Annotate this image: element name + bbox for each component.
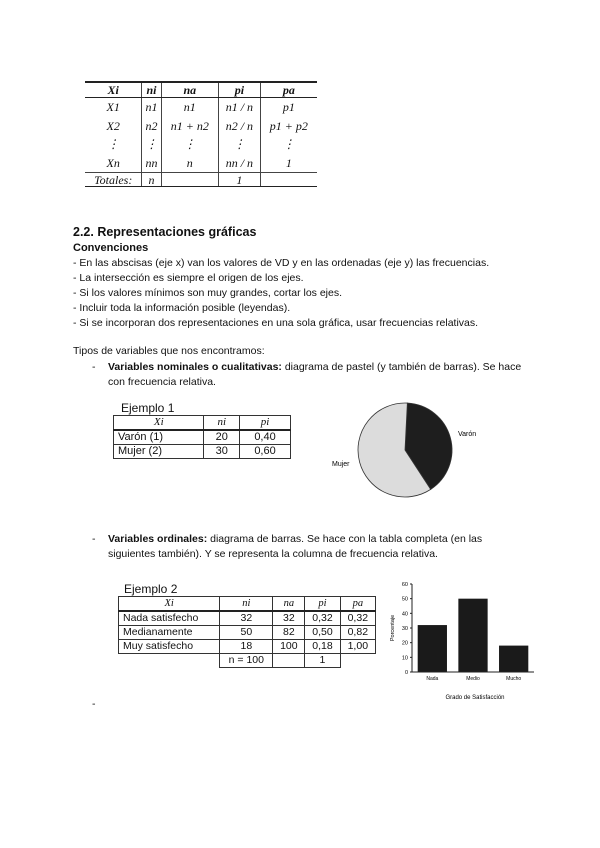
- x-tick-label: Mucho: [506, 676, 522, 682]
- header-cell: Xi: [85, 82, 142, 98]
- table-row: [119, 626, 376, 640]
- frequency-table-header: [85, 82, 317, 98]
- header-cell: ni: [142, 82, 161, 98]
- frequency-table: [85, 81, 317, 187]
- cell: 0,82: [340, 626, 375, 640]
- cell: [273, 654, 305, 668]
- table-header: [114, 416, 291, 431]
- list-item: - Si se incorporan dos representaciones en una sola gráfica, usar frecuencias relativas.: [73, 317, 479, 329]
- cell: 0,60: [240, 445, 291, 459]
- cell: Totales:: [85, 173, 142, 187]
- table-footer: [119, 654, 376, 668]
- section-title: 2.2. Representaciones gráficas: [73, 225, 257, 239]
- cell: 1: [305, 654, 340, 668]
- bar-nada: [418, 625, 447, 672]
- example1-title: Ejemplo 1: [121, 401, 175, 415]
- cell: n: [161, 153, 219, 172]
- header-cell: pi: [219, 82, 261, 98]
- header-cell: na: [161, 82, 219, 98]
- bullet-dash: -: [92, 361, 96, 373]
- bullet-ordinal: [108, 532, 528, 562]
- list-item: - Incluir toda la información posible (leyendas).: [73, 302, 291, 314]
- cell: Nada satisfecho: [119, 611, 220, 626]
- cell: 100: [273, 640, 305, 654]
- cell: 50: [220, 626, 273, 640]
- cell: n2: [142, 117, 161, 135]
- example2-title: Ejemplo 2: [124, 582, 178, 596]
- y-tick-label: 0: [404, 670, 408, 676]
- x-tick-label: Medio: [466, 676, 480, 682]
- cell: 1,00: [340, 640, 375, 654]
- cell: Mujer (2): [114, 445, 204, 459]
- header-cell: ni: [220, 597, 273, 612]
- table-row: [119, 640, 376, 654]
- cell: 0,40: [240, 430, 291, 445]
- x-tick-label: Nada: [426, 676, 439, 682]
- bar-mucho: [499, 646, 528, 672]
- cell: p1: [282, 100, 295, 115]
- cell: 0,50: [305, 626, 340, 640]
- cell: 32: [220, 611, 273, 626]
- cell: 30: [204, 445, 240, 459]
- cell: Varón (1): [114, 430, 204, 445]
- cell: nn / n: [219, 153, 261, 172]
- cell: n1 + n2: [161, 117, 219, 135]
- bullet-dash: -: [92, 698, 96, 710]
- cell: 32: [273, 611, 305, 626]
- cell: [260, 173, 317, 187]
- y-tick-label: 60: [401, 582, 408, 588]
- table-row: [119, 611, 376, 626]
- header-cell: Xi: [119, 597, 220, 612]
- x-axis-label: Grado de Satisfacción: [445, 695, 505, 701]
- variable-types-intro: Tipos de variables que nos encontramos:: [73, 345, 265, 357]
- cell: n2 / n: [219, 117, 261, 135]
- bullet-bold: Variables nominales o cualitativas:: [108, 361, 282, 373]
- cell: p1 + p2: [269, 118, 308, 133]
- cell: 18: [220, 640, 273, 654]
- header-cell: Xi: [114, 416, 204, 431]
- y-tick-label: 10: [401, 655, 408, 662]
- table-row: [85, 117, 317, 135]
- cell: [119, 654, 220, 668]
- y-tick-label: 20: [401, 640, 408, 647]
- list-item: - En las abscisas (eje x) van los valores de VD y en las ordenadas (eje y) las frecuencias.: [73, 257, 490, 269]
- header-cell: pa: [260, 82, 317, 98]
- y-tick-label: 40: [401, 611, 408, 618]
- cell: 0,32: [340, 611, 375, 626]
- cell: n = 100: [220, 654, 273, 668]
- table-row: [114, 445, 291, 459]
- cell: ⋮: [282, 137, 295, 152]
- cell: 20: [204, 430, 240, 445]
- bar-chart: [382, 578, 542, 708]
- cell: 0,18: [305, 640, 340, 654]
- bullet-text: diagrama de barras. Se hace con la tabla completa (en las siguientes también). Y se representa la columna de frecuencia relativa.: [108, 533, 483, 560]
- pie-chart: [330, 400, 480, 500]
- cell: ⋮: [161, 135, 219, 153]
- cell: [340, 654, 375, 668]
- table-row: [85, 153, 317, 172]
- bullet-text: diagrama de pastel (y también de barras). Se hace con frecuencia relativa.: [108, 361, 522, 388]
- cell: n: [142, 173, 161, 187]
- cell: 0,32: [305, 611, 340, 626]
- bar-medio: [458, 599, 487, 672]
- list-item: - Si los valores mínimos son muy grandes, cortar los ejes.: [73, 287, 343, 299]
- cell: n1: [161, 98, 219, 117]
- y-axis-label: Porcentaje: [390, 614, 396, 642]
- cell: n1: [142, 98, 161, 117]
- header-cell: na: [273, 597, 305, 612]
- table-row: [85, 98, 317, 117]
- table-row: [85, 135, 317, 153]
- conventions-list: [73, 256, 489, 331]
- cell: ⋮: [219, 135, 261, 153]
- table-row: [114, 430, 291, 445]
- conventions-title: Convenciones: [73, 242, 149, 254]
- cell: ⋮: [142, 135, 161, 153]
- cell: 1: [285, 155, 292, 170]
- bullet-dash: -: [92, 533, 96, 545]
- cell: X2: [85, 117, 142, 135]
- cell: 1: [219, 173, 261, 187]
- cell: Xn: [85, 153, 142, 172]
- cell: [161, 173, 219, 187]
- bullet-bold: Variables ordinales:: [108, 533, 208, 545]
- cell: X1: [85, 98, 142, 117]
- example2-table: [118, 596, 376, 668]
- totals-row: [85, 173, 317, 187]
- list-item: - La intersección es siempre el origen de los ejes.: [73, 272, 304, 284]
- header-cell: pi: [240, 416, 291, 431]
- bullet-nominal: [108, 360, 528, 390]
- cell: Medianamente: [119, 626, 220, 640]
- pie-label-varon: Varón: [458, 431, 477, 438]
- pie-label-mujer: Mujer: [332, 461, 350, 468]
- cell: nn: [142, 153, 161, 172]
- cell: n1 / n: [219, 98, 261, 117]
- cell: Muy satisfecho: [119, 640, 220, 654]
- cell: 82: [273, 626, 305, 640]
- example1-table: [113, 415, 291, 459]
- header-cell: pi: [305, 597, 340, 612]
- cell: ⋮: [85, 135, 142, 153]
- y-tick-label: 50: [401, 596, 408, 603]
- table-header: [119, 597, 376, 612]
- header-cell: pa: [340, 597, 375, 612]
- header-cell: ni: [204, 416, 240, 431]
- y-tick-label: 30: [401, 626, 408, 632]
